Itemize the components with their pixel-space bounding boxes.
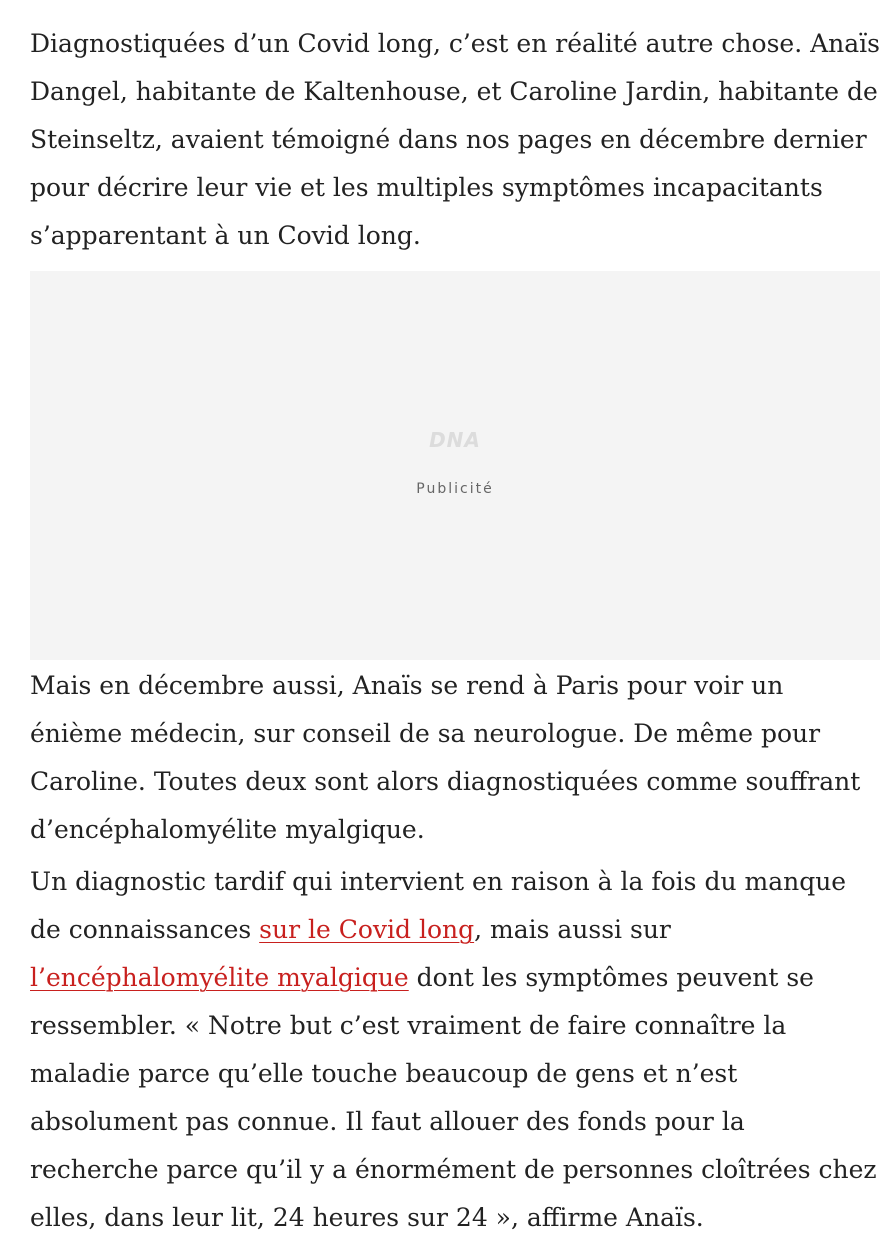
- paragraph-3-text-start: Un diagnostic tardif qui intervient en raison à la fois du manque de connaissances: [30, 867, 847, 944]
- encephalomyelite-myalgique-link[interactable]: l’encéphalomyélite myalgique: [30, 963, 409, 992]
- paragraph-3: [30, 858, 880, 1242]
- paragraph-2: Mais en décembre aussi, Anaïs se rend à Paris pour voir un énième médecin, sur conseil de sa neurologue. De même pour Caroline. Toutes deux sont alors diagnostiquées comme souffrant d’encéphalomyélite myalgique.: [30, 671, 861, 844]
- paragraph-1: Diagnostiquées d’un Covid long, c’est en réalité autre chose. Anaïs Dangel, habitante de Kaltenhouse, et Caroline Jardin, habitante de Steinseltz, avaient témoigné dans nos pages en décembre dernier pour décrire leur vie et les multiples symptômes incapacitants s’apparentant à un Covid long.: [30, 29, 880, 250]
- covid-long-link[interactable]: sur le Covid long: [259, 915, 475, 944]
- paragraph-3-text-end: dont les symptômes peuvent se ressembler. « Notre but c’est vraiment de faire connaître la maladie parce qu’elle touche beaucoup de gens et n’est absolument pas connue. Il faut allouer des fonds pour la recherche parce qu’il y a énormément de personnes cloîtrées chez elles, dans leur lit, 24 heures sur 24 », affirme Anaïs.: [30, 963, 877, 1232]
- advertisement-slot[interactable]: [30, 271, 880, 660]
- paragraph-3-text-middle: , mais aussi sur: [474, 915, 671, 944]
- advertisement-label: Publicité: [416, 481, 494, 497]
- dna-logo: DNA: [429, 428, 481, 452]
